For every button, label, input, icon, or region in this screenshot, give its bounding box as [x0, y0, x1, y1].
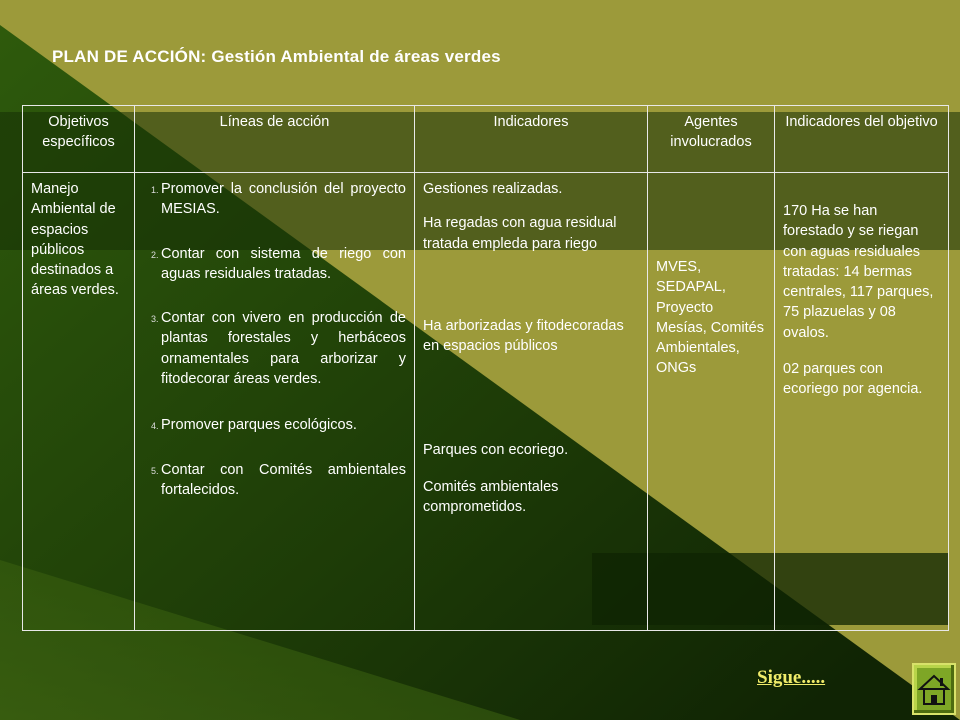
- indicator-item: Comités ambientales comprometidos.: [423, 478, 559, 516]
- table-row: [23, 173, 949, 631]
- action-line: 1. Promover la conclusión del proyecto MESIAS.: [161, 179, 406, 220]
- objective-cell: [23, 173, 135, 631]
- action-lines-list: [143, 179, 406, 500]
- indicators-cell: [415, 173, 648, 631]
- header-agentes: Agentes involucrados: [648, 106, 775, 173]
- indicator-item: Ha arborizadas y fitodecoradas en espacios públicos: [423, 317, 624, 355]
- objective-indicator-item: 02 parques con ecoriego por agencia.: [783, 361, 923, 398]
- header-objetivos: Objetivos específicos: [23, 106, 135, 173]
- indicator-item: Gestiones realizadas.: [423, 181, 563, 197]
- objective-text: Manejo Ambiental de espacios públicos destinados a áreas verdes.: [31, 181, 119, 299]
- header-indicadores-objetivo: Indicadores del objetivo: [775, 106, 949, 173]
- table-header-row: [23, 106, 949, 173]
- home-icon: [914, 665, 954, 713]
- action-line: 4. Promover parques ecológicos.: [161, 415, 406, 435]
- agents-text: MVES, SEDAPAL, Proyecto Mesías, Comités Ambientales, ONGs: [656, 259, 764, 377]
- header-indicadores: Indicadores: [415, 106, 648, 173]
- lines-cell: [135, 173, 415, 631]
- indicator-item: Parques con ecoriego.: [423, 442, 569, 459]
- next-link[interactable]: Sigue.....: [757, 667, 826, 688]
- action-line: 5. Contar con Comités ambientales fortalecidos.: [161, 460, 406, 501]
- objective-indicator-item: 170 Ha se han forestado y se riegan con aguas residuales tratadas: 14 bermas centrales, 117 parques, 75 plazuelas y 08 ovalos.: [783, 203, 934, 341]
- page-title: PLAN DE ACCIÓN: Gestión Ambiental de áreas verdes: [52, 47, 501, 66]
- action-line: 2. Contar con sistema de riego con aguas residuales tratadas.: [161, 244, 406, 285]
- agents-cell: [648, 173, 775, 631]
- action-plan-table: [22, 105, 949, 631]
- objective-indicators-cell: [775, 173, 949, 631]
- home-button[interactable]: [912, 663, 956, 715]
- header-lineas: Líneas de acción: [135, 106, 415, 173]
- action-line: 3. Contar con vivero en producción de plantas forestales y herbáceos ornamentales para arborizar y fitodecorar áreas verdes.: [161, 308, 406, 389]
- indicator-item: Ha regadas con agua residual tratada empleda para riego: [423, 215, 617, 252]
